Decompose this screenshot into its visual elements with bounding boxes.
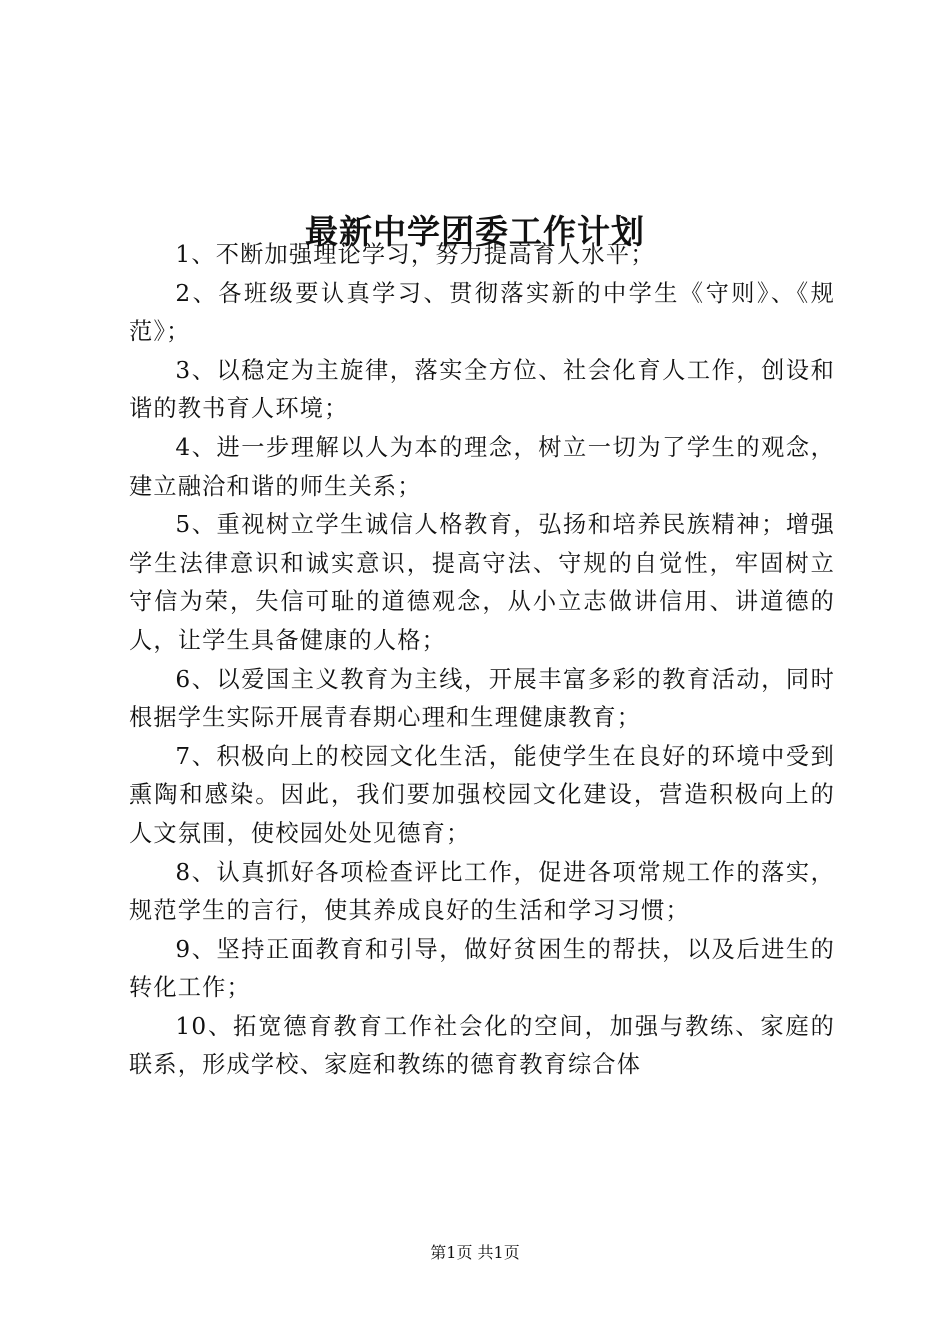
document-title: 最新中学团委工作计划 <box>305 212 645 252</box>
paragraph-9: 9、坚持正面教育和引导，做好贫困生的帮扶，以及后进生的转化工作； <box>129 935 835 1002</box>
paragraph-2: 2、各班级要认真学习、贯彻落实新的中学生《守则》、《规范》； <box>129 279 835 346</box>
document-body <box>129 236 835 1085</box>
paragraph-1: 1、不断加强理论学习，努力提高育人水平； <box>175 241 655 268</box>
paragraph-10: 10、拓宽德育教育工作社会化的空间，加强与教练、家庭的联系，形成学校、家庭和教练的德育教育综合体 <box>129 1012 835 1079</box>
paragraph-8: 8、认真抓好各项检查评比工作，促进各项常规工作的落实，规范学生的言行，使其养成良好的生活和学习习惯； <box>129 858 835 925</box>
paragraph-3: 3、以稳定为主旋律，落实全方位、社会化育人工作，创设和谐的教书育人环境； <box>129 356 835 423</box>
paragraph-7: 7、积极向上的校园文化生活，能使学生在良好的环境中受到熏陶和感染。因此，我们要加强校园文化建设，营造积极向上的人文氛围，使校园处处见德育； <box>129 742 835 847</box>
paragraph-6: 6、以爱国主义教育为主线，开展丰富多彩的教育活动，同时根据学生实际开展青春期心理和生理健康教育； <box>129 665 835 732</box>
paragraph-5: 5、重视树立学生诚信人格教育，弘扬和培养民族精神；增强学生法律意识和诚实意识，提高守法、守规的自觉性，牢固树立守信为荣，失信可耻的道德观念，从小立志做讲信用、讲道德的人，让学生具备健康的人格； <box>129 511 835 654</box>
page-footer: 第1页 共1页 <box>430 1243 520 1262</box>
paragraph-4: 4、进一步理解以人为本的理念，树立一切为了学生的观念，建立融洽和谐的师生关系； <box>129 433 835 500</box>
